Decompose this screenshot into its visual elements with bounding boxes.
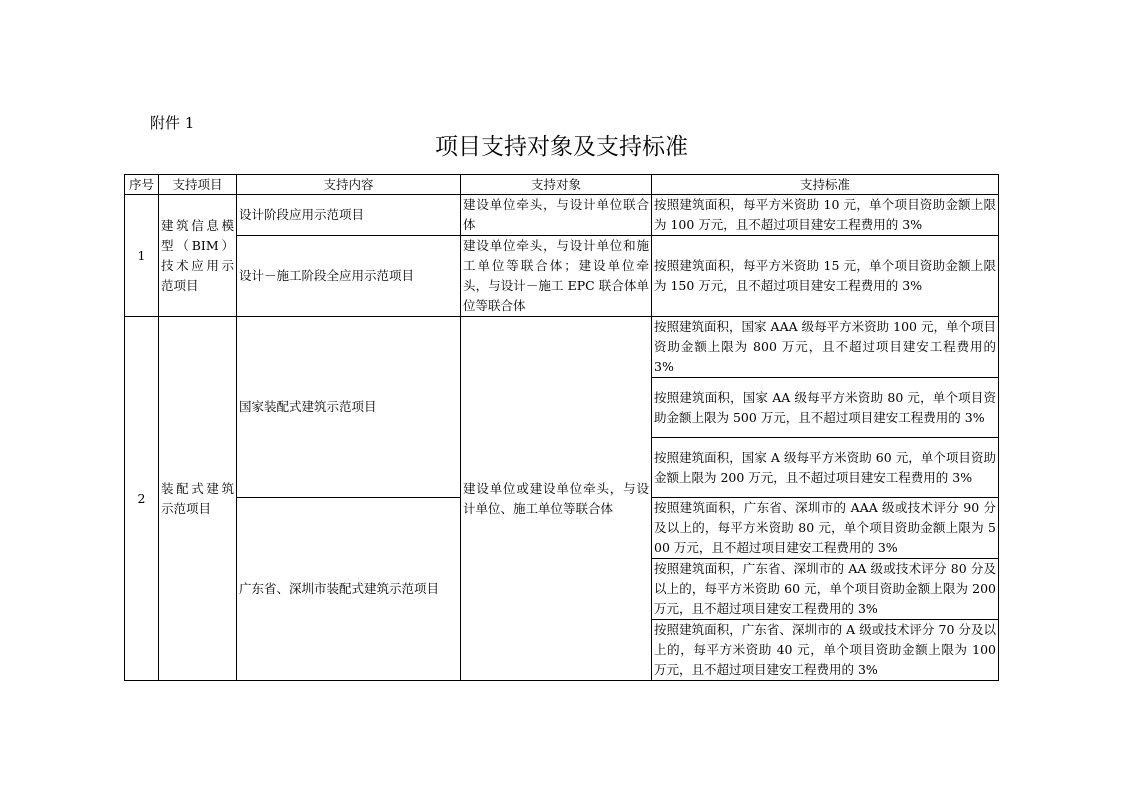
support-standard: 按照建筑面积，广东省、深圳市的 AAA 级或技术评分 90 分及以上的，每平方米资助 80 元，单个项目资助金额上限为 500 万元，且不超过项目建安工程费用的 3% [652, 498, 999, 559]
support-standard: 按照建筑面积，广东省、深圳市的 AA 级或技术评分 80 分及以上的，每平方米资助 60 元，单个项目资助金额上限为 200 万元，且不超过项目建安工程费用的 3% [652, 559, 999, 620]
support-target: 建设单位牵头，与设计单位和施工单位等联合体；建设单位牵头，与设计－施工 EPC 联合体单位等联合体 [461, 236, 652, 317]
table-row [125, 317, 999, 378]
support-standard: 按照建筑面积，广东省、深圳市的 A 级或技术评分 70 分及以上的，每平方米资助 40 元，单个项目资助金额上限为 100 万元，且不超过项目建安工程费用的 3% [652, 620, 999, 681]
attachment-label: 附件 1 [150, 114, 195, 132]
support-standard: 按照建筑面积，国家 AAA 级每平方米资助 100 元，单个项目资助金额上限为 800 万元，且不超过项目建安工程费用的 3% [652, 317, 999, 378]
header-standard: 支持标准 [652, 175, 999, 195]
support-standard: 按照建筑面积，国家 AA 级每平方米资助 80 元，单个项目资助金额上限为 500 万元，且不超过项目建安工程费用的 3% [652, 378, 999, 438]
table-header-row [125, 175, 999, 195]
support-standard: 按照建筑面积，国家 A 级每平方米资助 60 元，单个项目资助金额上限为 200 万元，且不超过项目建安工程费用的 3% [652, 438, 999, 498]
support-content: 设计－施工阶段全应用示范项目 [237, 236, 461, 317]
support-content: 国家装配式建筑示范项目 [237, 317, 461, 498]
header-content: 支持内容 [237, 175, 461, 195]
support-target: 建设单位牵头，与设计单位联合体 [461, 195, 652, 236]
table-row [125, 236, 999, 317]
support-content: 广东省、深圳市装配式建筑示范项目 [237, 498, 461, 681]
support-project: 装配式建筑示范项目 [159, 317, 237, 681]
header-no: 序号 [125, 175, 159, 195]
support-standard: 按照建筑面积，每平方米资助 10 元，单个项目资助金额上限为 100 万元，且不超过项目建安工程费用的 3% [652, 195, 999, 236]
support-standard: 按照建筑面积，每平方米资助 15 元，单个项目资助金额上限为 150 万元，且不超过项目建安工程费用的 3% [652, 236, 999, 317]
table-row [125, 195, 999, 236]
support-project: 建筑信息模型（BIM）技术应用示范项目 [159, 195, 237, 317]
row-number: 1 [125, 195, 159, 317]
support-target: 建设单位或建设单位牵头，与设计单位、施工单位等联合体 [461, 317, 652, 681]
header-target: 支持对象 [461, 175, 652, 195]
row-number: 2 [125, 317, 159, 681]
document-title: 项目支持对象及支持标准 [435, 134, 688, 160]
support-content: 设计阶段应用示范项目 [237, 195, 461, 236]
support-standards-table [124, 174, 999, 681]
header-project: 支持项目 [159, 175, 237, 195]
